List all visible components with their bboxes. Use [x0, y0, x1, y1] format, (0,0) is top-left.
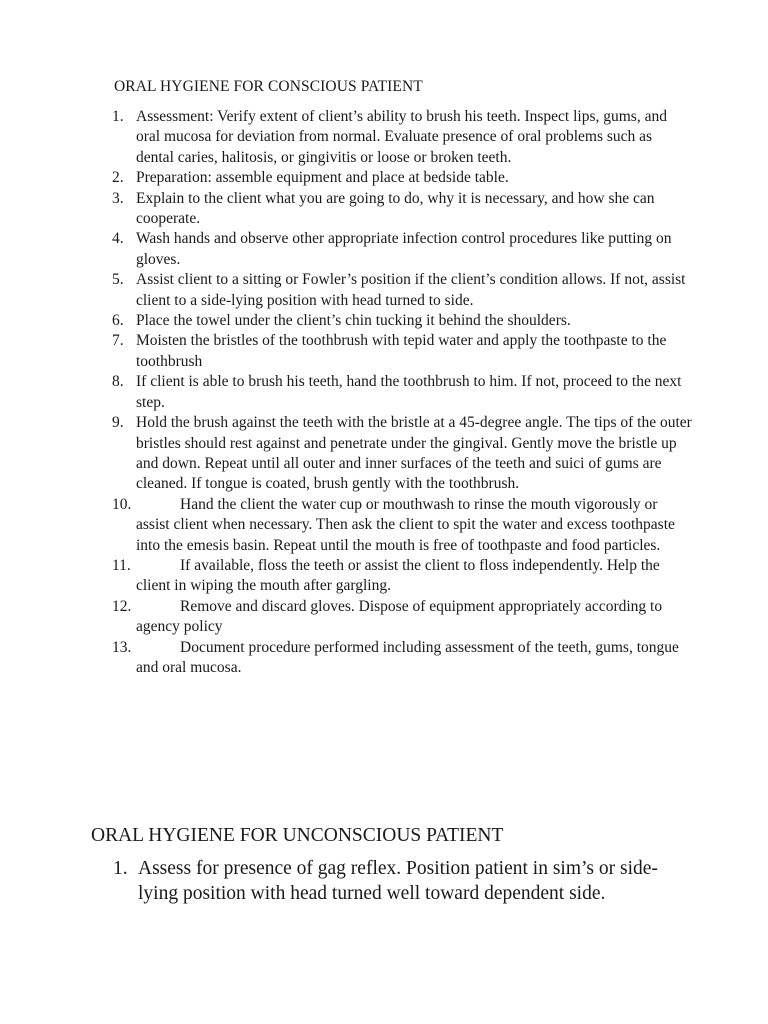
- list-item: [112, 168, 692, 188]
- item-number: 8.: [112, 373, 124, 391]
- item-text: Moisten the bristles of the toothbrush with tepid water and apply the toothpaste to the toothbrush: [136, 332, 667, 370]
- conscious-steps-list: [112, 107, 692, 678]
- item-number: 4.: [112, 230, 124, 248]
- unconscious-steps-list: [113, 856, 673, 906]
- item-number: 2.: [112, 169, 124, 187]
- item-text: Assess for presence of gag reflex. Position patient in sim’s or side-lying position with head turned well toward dependent side.: [138, 858, 658, 904]
- item-number: 10.: [112, 495, 132, 513]
- item-text: Wash hands and observe other appropriate infection control procedures like putting on gloves.: [136, 230, 672, 268]
- list-item: [112, 495, 692, 556]
- list-item: [112, 372, 692, 413]
- item-number: 9.: [112, 414, 124, 432]
- list-item: [113, 856, 673, 906]
- item-number: 7.: [112, 332, 124, 350]
- item-number: 3.: [112, 189, 124, 207]
- item-text: Assessment: Verify extent of client’s ability to brush his teeth. Inspect lips, gums, and oral mucosa for deviation from normal. Evaluate presence of oral problems such as dental caries, halitosis, or gingivitis or loose or broken teeth.: [136, 108, 667, 166]
- list-item: [112, 638, 692, 679]
- item-text: Explain to the client what you are going to do, why it is necessary, and how she can cooperate.: [136, 189, 655, 228]
- item-number: 5.: [112, 271, 124, 289]
- item-text: Hand the client the water cup or mouthwash to rinse the mouth vigorously or assist client when necessary. Then ask the client to spit the water and excess toothpaste into the emesis basin. Repeat until the mouth is free of toothpaste and food particles.: [136, 495, 675, 554]
- item-number: 1.: [112, 108, 124, 125]
- item-text: Place the towel under the client’s chin tucking it behind the shoulders.: [136, 312, 571, 330]
- section-heading-conscious: ORAL HYGIENE FOR CONSCIOUS PATIENT: [114, 78, 423, 95]
- item-number: 11.: [112, 556, 131, 574]
- item-number: 6.: [112, 312, 124, 330]
- item-text: Remove and discard gloves. Dispose of equipment appropriately according to agency policy: [136, 597, 663, 636]
- item-text: Preparation: assemble equipment and place at bedside table.: [136, 169, 509, 187]
- item-number: 1.: [113, 858, 128, 879]
- list-item: [112, 270, 692, 311]
- list-item: [112, 229, 692, 270]
- list-item: [112, 311, 692, 331]
- list-item: [112, 107, 692, 168]
- list-item: [112, 413, 692, 495]
- item-text: If available, floss the teeth or assist the client to floss independently. Help the client in wiping the mouth after gargling.: [136, 556, 660, 595]
- item-text: If client is able to brush his teeth, hand the toothbrush to him. If not, proceed to the next step.: [136, 373, 682, 411]
- item-text: Document procedure performed including assessment of the teeth, gums, tongue and oral mucosa.: [136, 638, 679, 676]
- item-number: 13.: [112, 638, 132, 656]
- item-number: 12.: [112, 597, 132, 615]
- item-text: Assist client to a sitting or Fowler’s position if the client’s condition allows. If not, assist client to a side-lying position with head turned to side.: [136, 271, 686, 309]
- item-text: Hold the brush against the teeth with the bristle at a 45-degree angle. The tips of the outer bristles should rest against and penetrate under the gingival. Gently move the bristle up and down. Repeat until all outer and inner surfaces of the teeth and suici of gums are cleaned. If tongue is coated, brush gently with the toothbrush.: [136, 414, 692, 493]
- list-item: [112, 189, 692, 230]
- list-item: [112, 597, 692, 638]
- list-item: [112, 556, 692, 597]
- section-heading-unconscious: ORAL HYGIENE FOR UNCONSCIOUS PATIENT: [91, 825, 504, 846]
- list-item: [112, 331, 692, 372]
